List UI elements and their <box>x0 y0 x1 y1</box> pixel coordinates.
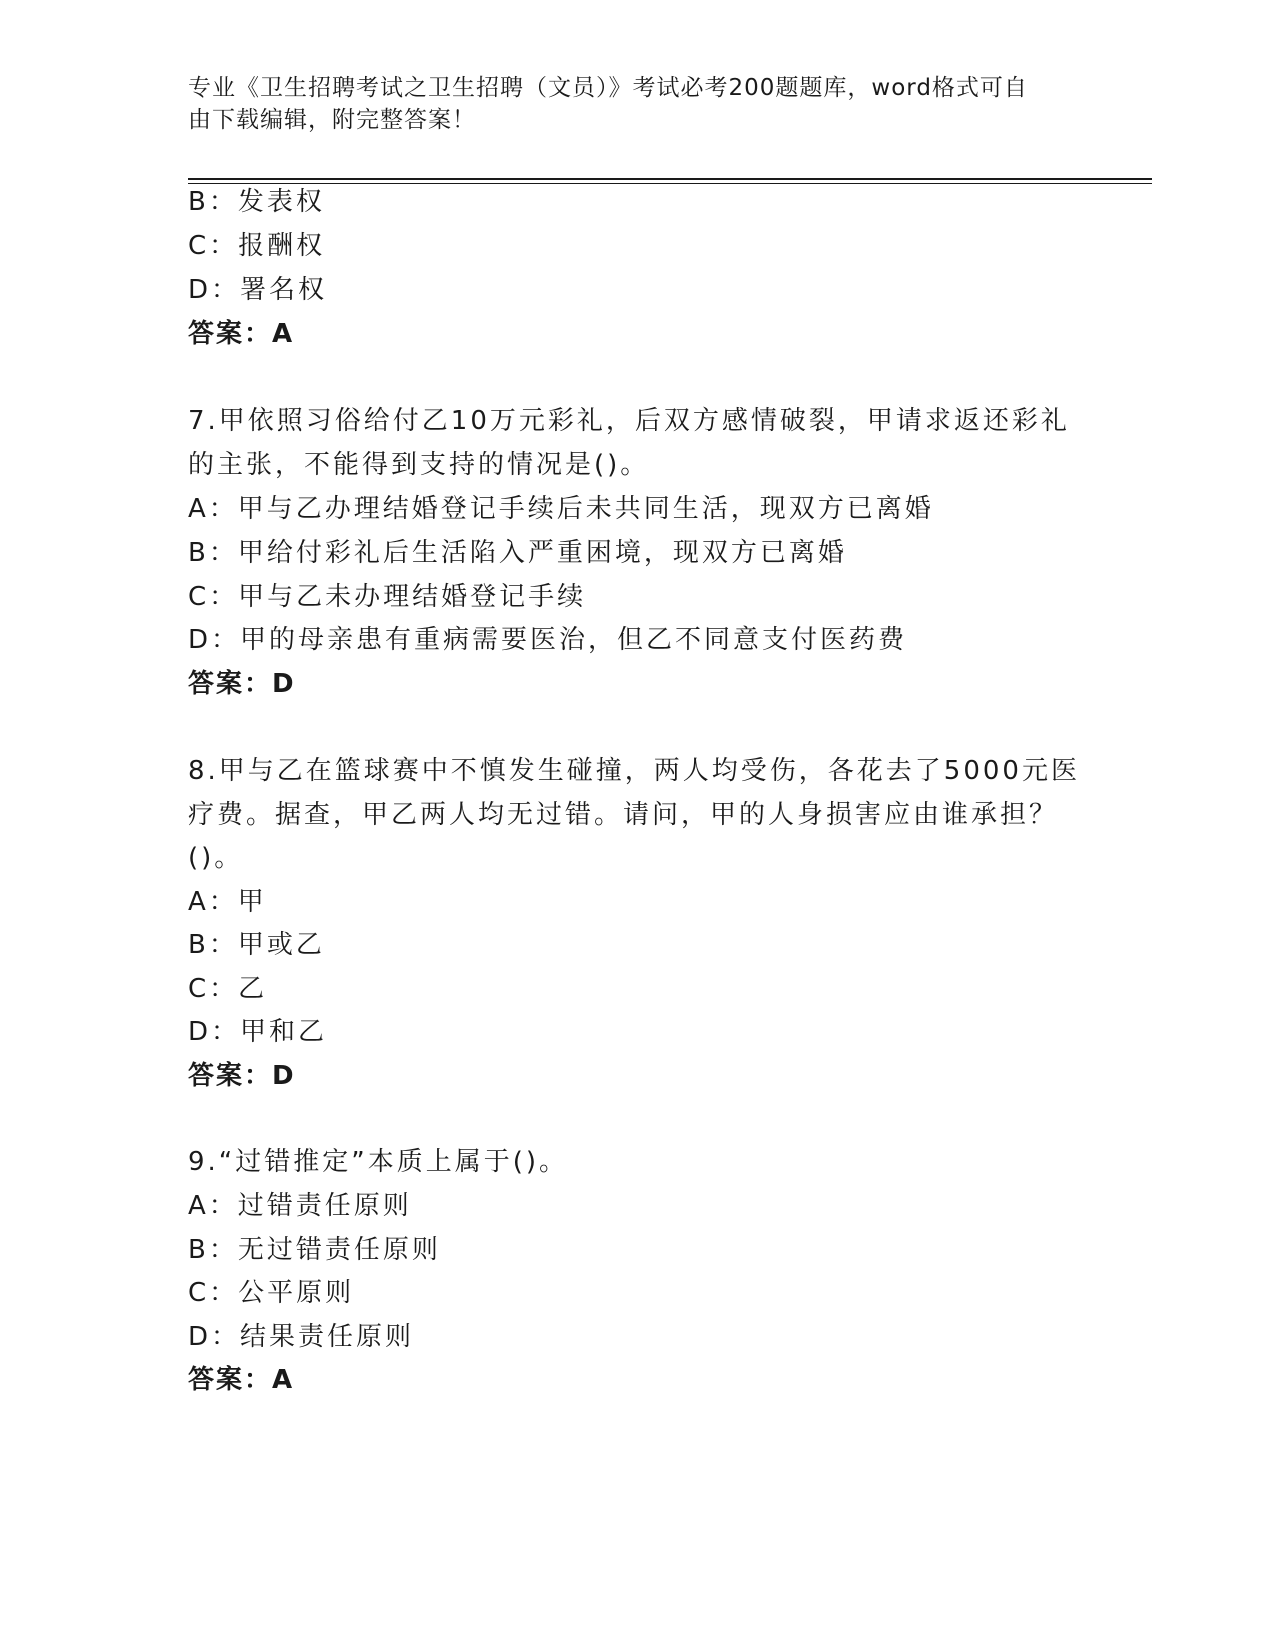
answer-label: 答案：D <box>188 1061 296 1091</box>
header-divider-thick <box>188 178 1152 180</box>
option-c: C：公平原则 <box>188 1278 355 1308</box>
header-line-1: 专业《卫生招聘考试之卫生招聘（文员）》考试必考200题题库，word格式可自 <box>188 75 1028 101</box>
answer-label: 答案：D <box>188 669 296 699</box>
answer-label: 答案：A <box>188 319 295 349</box>
question-stem-line: 7.甲依照习俗给付乙10万元彩礼，后双方感情破裂，甲请求返还彩礼 <box>188 406 1070 436</box>
question-stem-line: 的主张，不能得到支持的情况是()。 <box>188 450 650 480</box>
option-c: C：报酬权 <box>188 231 326 261</box>
option-b: B：甲给付彩礼后生活陷入严重困境，现双方已离婚 <box>188 538 847 568</box>
option-d: D：结果责任原则 <box>188 1322 415 1352</box>
option-d: D：甲的母亲患有重病需要医治，但乙不同意支付医药费 <box>188 625 908 655</box>
question-stem-line: 9.“过错推定”本质上属于()。 <box>188 1147 569 1177</box>
question-stem-line: 疗费。据查，甲乙两人均无过错。请问，甲的人身损害应由谁承担？ <box>188 800 1059 830</box>
answer-label: 答案：A <box>188 1365 295 1395</box>
option-d: D：署名权 <box>188 275 328 305</box>
question-stem-line: ()。 <box>188 843 244 873</box>
header-divider-thin <box>188 183 1152 184</box>
question-stem-line: 8.甲与乙在篮球赛中不慎发生碰撞，两人均受伤，各花去了5000元医 <box>188 756 1080 786</box>
option-c: C：乙 <box>188 974 268 1004</box>
option-a: A：甲与乙办理结婚登记手续后未共同生活，现双方已离婚 <box>188 494 934 524</box>
header-line-2: 由下载编辑，附完整答案！ <box>188 107 476 133</box>
option-d: D：甲和乙 <box>188 1017 328 1047</box>
option-b: B：无过错责任原则 <box>188 1235 441 1265</box>
option-a: A：甲 <box>188 887 267 917</box>
option-c: C：甲与乙未办理结婚登记手续 <box>188 582 587 612</box>
option-a: A：过错责任原则 <box>188 1191 412 1221</box>
option-b: B：甲或乙 <box>188 930 325 960</box>
option-b: B：发表权 <box>188 187 325 217</box>
document-header <box>188 72 1068 136</box>
